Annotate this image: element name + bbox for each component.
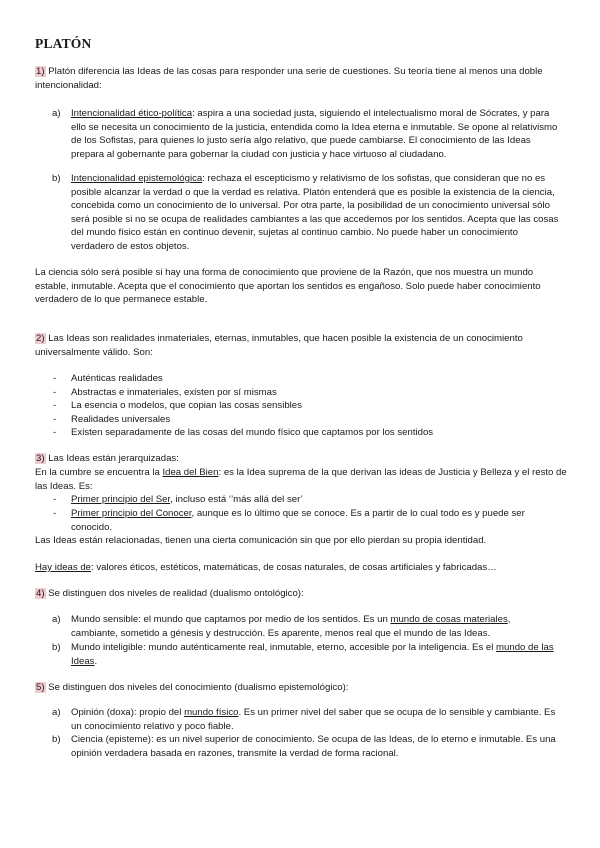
section-1-closing: La ciencia sólo será posible si hay una forma de conocimiento que proviene de la Razón, que nos muestra un mundo estable, inmutable. Acepta que el conocimiento que aportan los sentidos es engañoso. Solo puede haber conocimiento verdadero de lo que permanece estable. xyxy=(35,267,541,306)
section-5-item-a xyxy=(71,706,559,733)
text: . Es un primer nivel del saber que se ocupa de lo sensible y cambiante. Es un conocimiento relativo y poco fiable. xyxy=(71,707,556,732)
dash-bullet: - xyxy=(53,387,57,398)
paragraph-text: Se distinguen dos niveles de realidad (dualismo ontológico): xyxy=(48,588,304,599)
text: Opinión (doxa): propio del xyxy=(71,707,185,718)
item-text: , incluso está ‘’más allá del ser’ xyxy=(170,494,303,505)
term: Intencionalidad ético-política xyxy=(71,108,193,119)
dash-bullet: - xyxy=(53,494,57,505)
section-4-item-b xyxy=(71,641,559,668)
paragraph-text: Las Ideas son realidades inmateriales, eternas, inmutables, que hacen posible la existencia de un conocimiento universalmente válido. Son: xyxy=(35,333,523,358)
section-number: 1) xyxy=(36,66,45,77)
text: . xyxy=(94,655,98,667)
section-2-intro xyxy=(35,332,567,359)
text: : valores éticos, estéticos, matemáticas, de cosas naturales, de cosas artificiales y fabricadas… xyxy=(91,562,497,573)
list-item: La esencia o modelos, que copian las cosas sensibles xyxy=(71,400,302,411)
item-text: , aunque es lo último que se conoce. Es a partir de lo cual todo es y puede ser conocido. xyxy=(71,508,525,533)
term: mundo físico xyxy=(184,707,239,718)
section-1-item-b xyxy=(71,172,559,254)
item-text: : rechaza el escepticismo y relativismo de los sofistas, que consideran que no es posible alcanzar la verdad o que la verdad es relativa. Platón entenderá que es posible la existencia de la ciencia, concebida como un conocimiento de lo universal. Por otra parte, la posibilidad de un conocimiento universal sólo será posible si no se ocupa de realidades cambiantes a las que accedemos por los sentidos. Acepta que las cosas del mundo físico están en continuo devenir, sujetas al continuo cambio. No puede haber un conocimiento verdadero de estos objetos. xyxy=(71,173,559,252)
list-label: b) xyxy=(52,642,61,653)
section-1-item-a xyxy=(71,107,559,161)
text: : es la Idea suprema de la que derivan las ideas de Justicia y Belleza y el resto de las Ideas. Es: xyxy=(35,467,567,492)
section-3-intro xyxy=(35,452,567,466)
dash-bullet: - xyxy=(53,373,57,384)
paragraph-text: Se distinguen dos niveles del conocimiento (dualismo epistemológico): xyxy=(48,682,349,693)
term: mundo de las Ideas xyxy=(71,642,554,667)
section-number: 2) xyxy=(36,333,45,344)
text: Mundo sensible: el mundo que captamos por medio de los sentidos. Es un xyxy=(71,614,391,625)
list-item: Abstractas e inmateriales, existen por sí mismas xyxy=(71,387,277,398)
dash-bullet: - xyxy=(53,508,57,519)
page-title: PLATÓN xyxy=(35,36,92,51)
list-item xyxy=(71,493,559,507)
paragraph-text: Platón diferencia las Ideas de las cosas para responder una serie de cuestiones. Su teoría tiene al menos una doble intencionalidad: xyxy=(35,66,543,91)
section-5-intro xyxy=(35,681,567,695)
list-label: b) xyxy=(52,734,61,745)
section-number: 4) xyxy=(36,588,45,599)
text: , cambiante, sometido a génesis y destrucción. Es aparente, menos real que el mundo de las Ideas. xyxy=(71,614,511,639)
section-3-idea-del-bien xyxy=(35,466,567,493)
list-item: Existen separadamente de las cosas del mundo físico que captamos por los sentidos xyxy=(71,427,434,438)
term: mundo de cosas materiales xyxy=(390,614,508,625)
paragraph-text: Las Ideas están jerarquizadas: xyxy=(48,453,179,464)
dash-bullet: - xyxy=(53,427,57,438)
list-item: Auténticas realidades xyxy=(71,373,163,384)
term: Intencionalidad epistemológica xyxy=(71,173,203,184)
list-item: Realidades universales xyxy=(71,414,171,425)
section-4-item-a xyxy=(71,613,559,640)
dash-bullet: - xyxy=(53,400,57,411)
term: Primer principio del Conocer xyxy=(71,508,192,519)
list-label: a) xyxy=(52,614,61,625)
section-3-relacion: Las Ideas están relacionadas, tienen una cierta comunicación sin que por ello pierdan su propia identidad. xyxy=(35,535,487,546)
dash-bullet: - xyxy=(53,414,57,425)
list-label: b) xyxy=(52,173,61,184)
term: Primer principio del Ser xyxy=(71,494,171,505)
list-label: a) xyxy=(52,108,61,119)
section-3-hay-ideas xyxy=(35,561,567,575)
section-number: 5) xyxy=(36,682,45,693)
text: Mundo inteligible: mundo auténticamente real, inmutable, eterno, accesible por la inteligencia. Es el xyxy=(71,642,497,653)
list-label: a) xyxy=(52,707,61,718)
term: Hay ideas de xyxy=(35,562,91,573)
section-5-item-b: Ciencia (episteme): es un nivel superior de conocimiento. Se ocupa de las Ideas, de lo eterno e inmutable. Es una opinión verdadera basada en razones, transmite la verdad de forma racional. xyxy=(71,734,556,759)
item-text: : aspira a una sociedad justa, siguiendo el intelectualismo moral de Sócrates, y para ello se necesita un conocimiento de la justicia, entendida como la Idea eterna e inmutable. Se opone al relativismo de los Sofistas, para quienes lo justo sería algo relativo, que puede cambiarse. El conocimiento de las Ideas prepara al gobernante para gobernar la ciudad con justicia y hace virtuoso al ciudadano. xyxy=(71,108,558,160)
text: En la cumbre se encuentra la xyxy=(35,467,163,478)
section-1-intro xyxy=(35,65,567,92)
term: Idea del Bien xyxy=(162,467,219,478)
section-4-intro xyxy=(35,587,567,601)
section-number: 3) xyxy=(36,453,45,464)
list-item xyxy=(71,507,559,534)
